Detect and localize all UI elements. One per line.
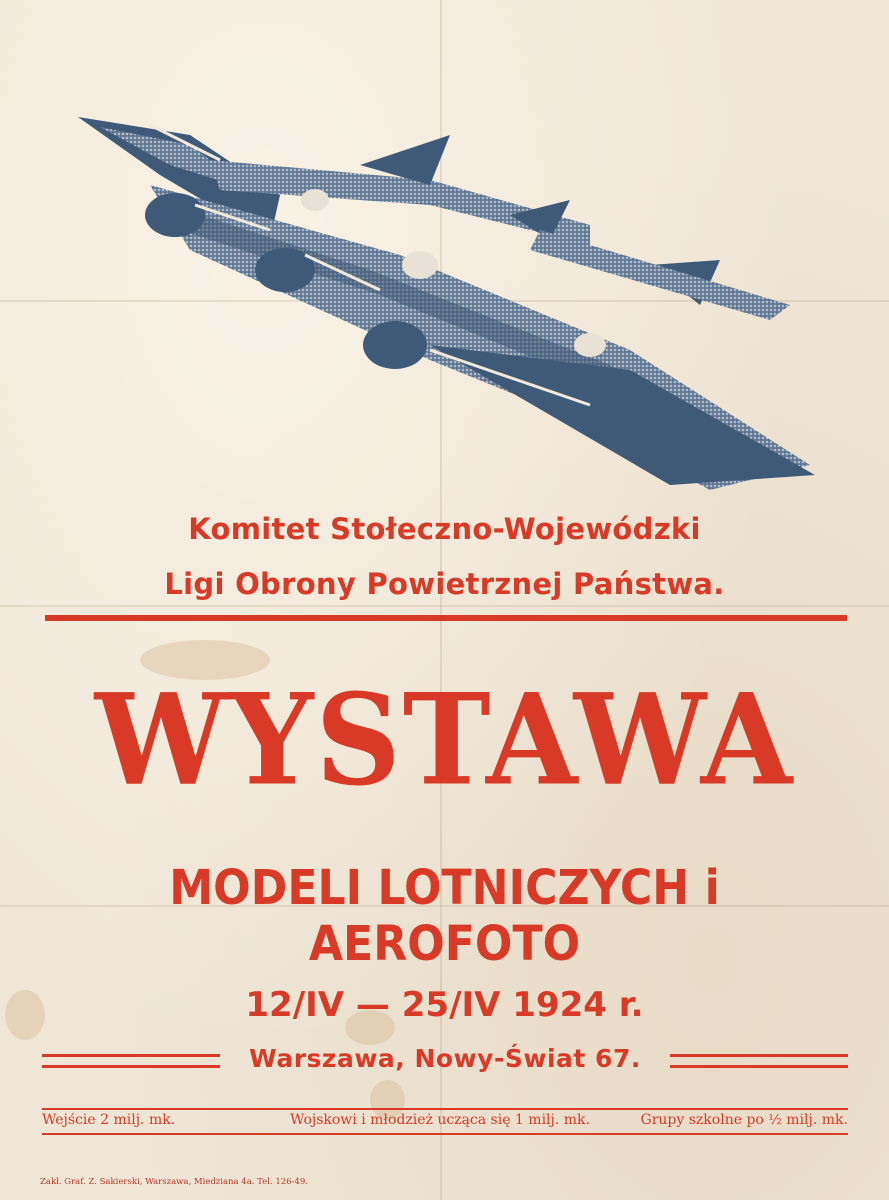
- price-military-youth: Wojskowi i młodzież ucząca się 1 milj. mk.: [290, 1112, 590, 1128]
- double-rule-left: [42, 1054, 220, 1068]
- venue-address: Warszawa, Nowy-Świat 67.: [249, 1044, 641, 1073]
- main-fuselage: [150, 185, 815, 490]
- price-rule-bottom: [42, 1133, 848, 1135]
- poster-subtitle: MODELI LOTNICZYCH i AEROFOTO: [169, 860, 720, 972]
- committee-name-line1: Komitet Stołeczno-Wojewódzki: [188, 512, 701, 546]
- committee-name-line2: Ligi Obrony Powietrznej Państwa.: [164, 567, 725, 601]
- aircraft-illustration: [70, 105, 830, 505]
- price-general: Wejście 2 milj. mk.: [42, 1112, 176, 1128]
- event-dates: 12/IV — 25/IV 1924 r.: [245, 985, 644, 1025]
- price-school-groups: Grupy szkolne po ½ milj. mk.: [640, 1112, 848, 1128]
- price-rule-top: [42, 1108, 848, 1110]
- double-rule-right: [670, 1054, 848, 1068]
- fold-line-horizontal: [0, 605, 889, 607]
- printer-imprint: Zakł. Graf. Z. Sakierski, Warszawa, Miedziana 4a. Tel. 126-49.: [40, 1177, 308, 1187]
- admission-prices: [42, 1112, 848, 1132]
- divider-rule: [45, 615, 847, 621]
- poster-title: WYSTAWA: [94, 665, 795, 814]
- venue-row: [42, 1042, 848, 1082]
